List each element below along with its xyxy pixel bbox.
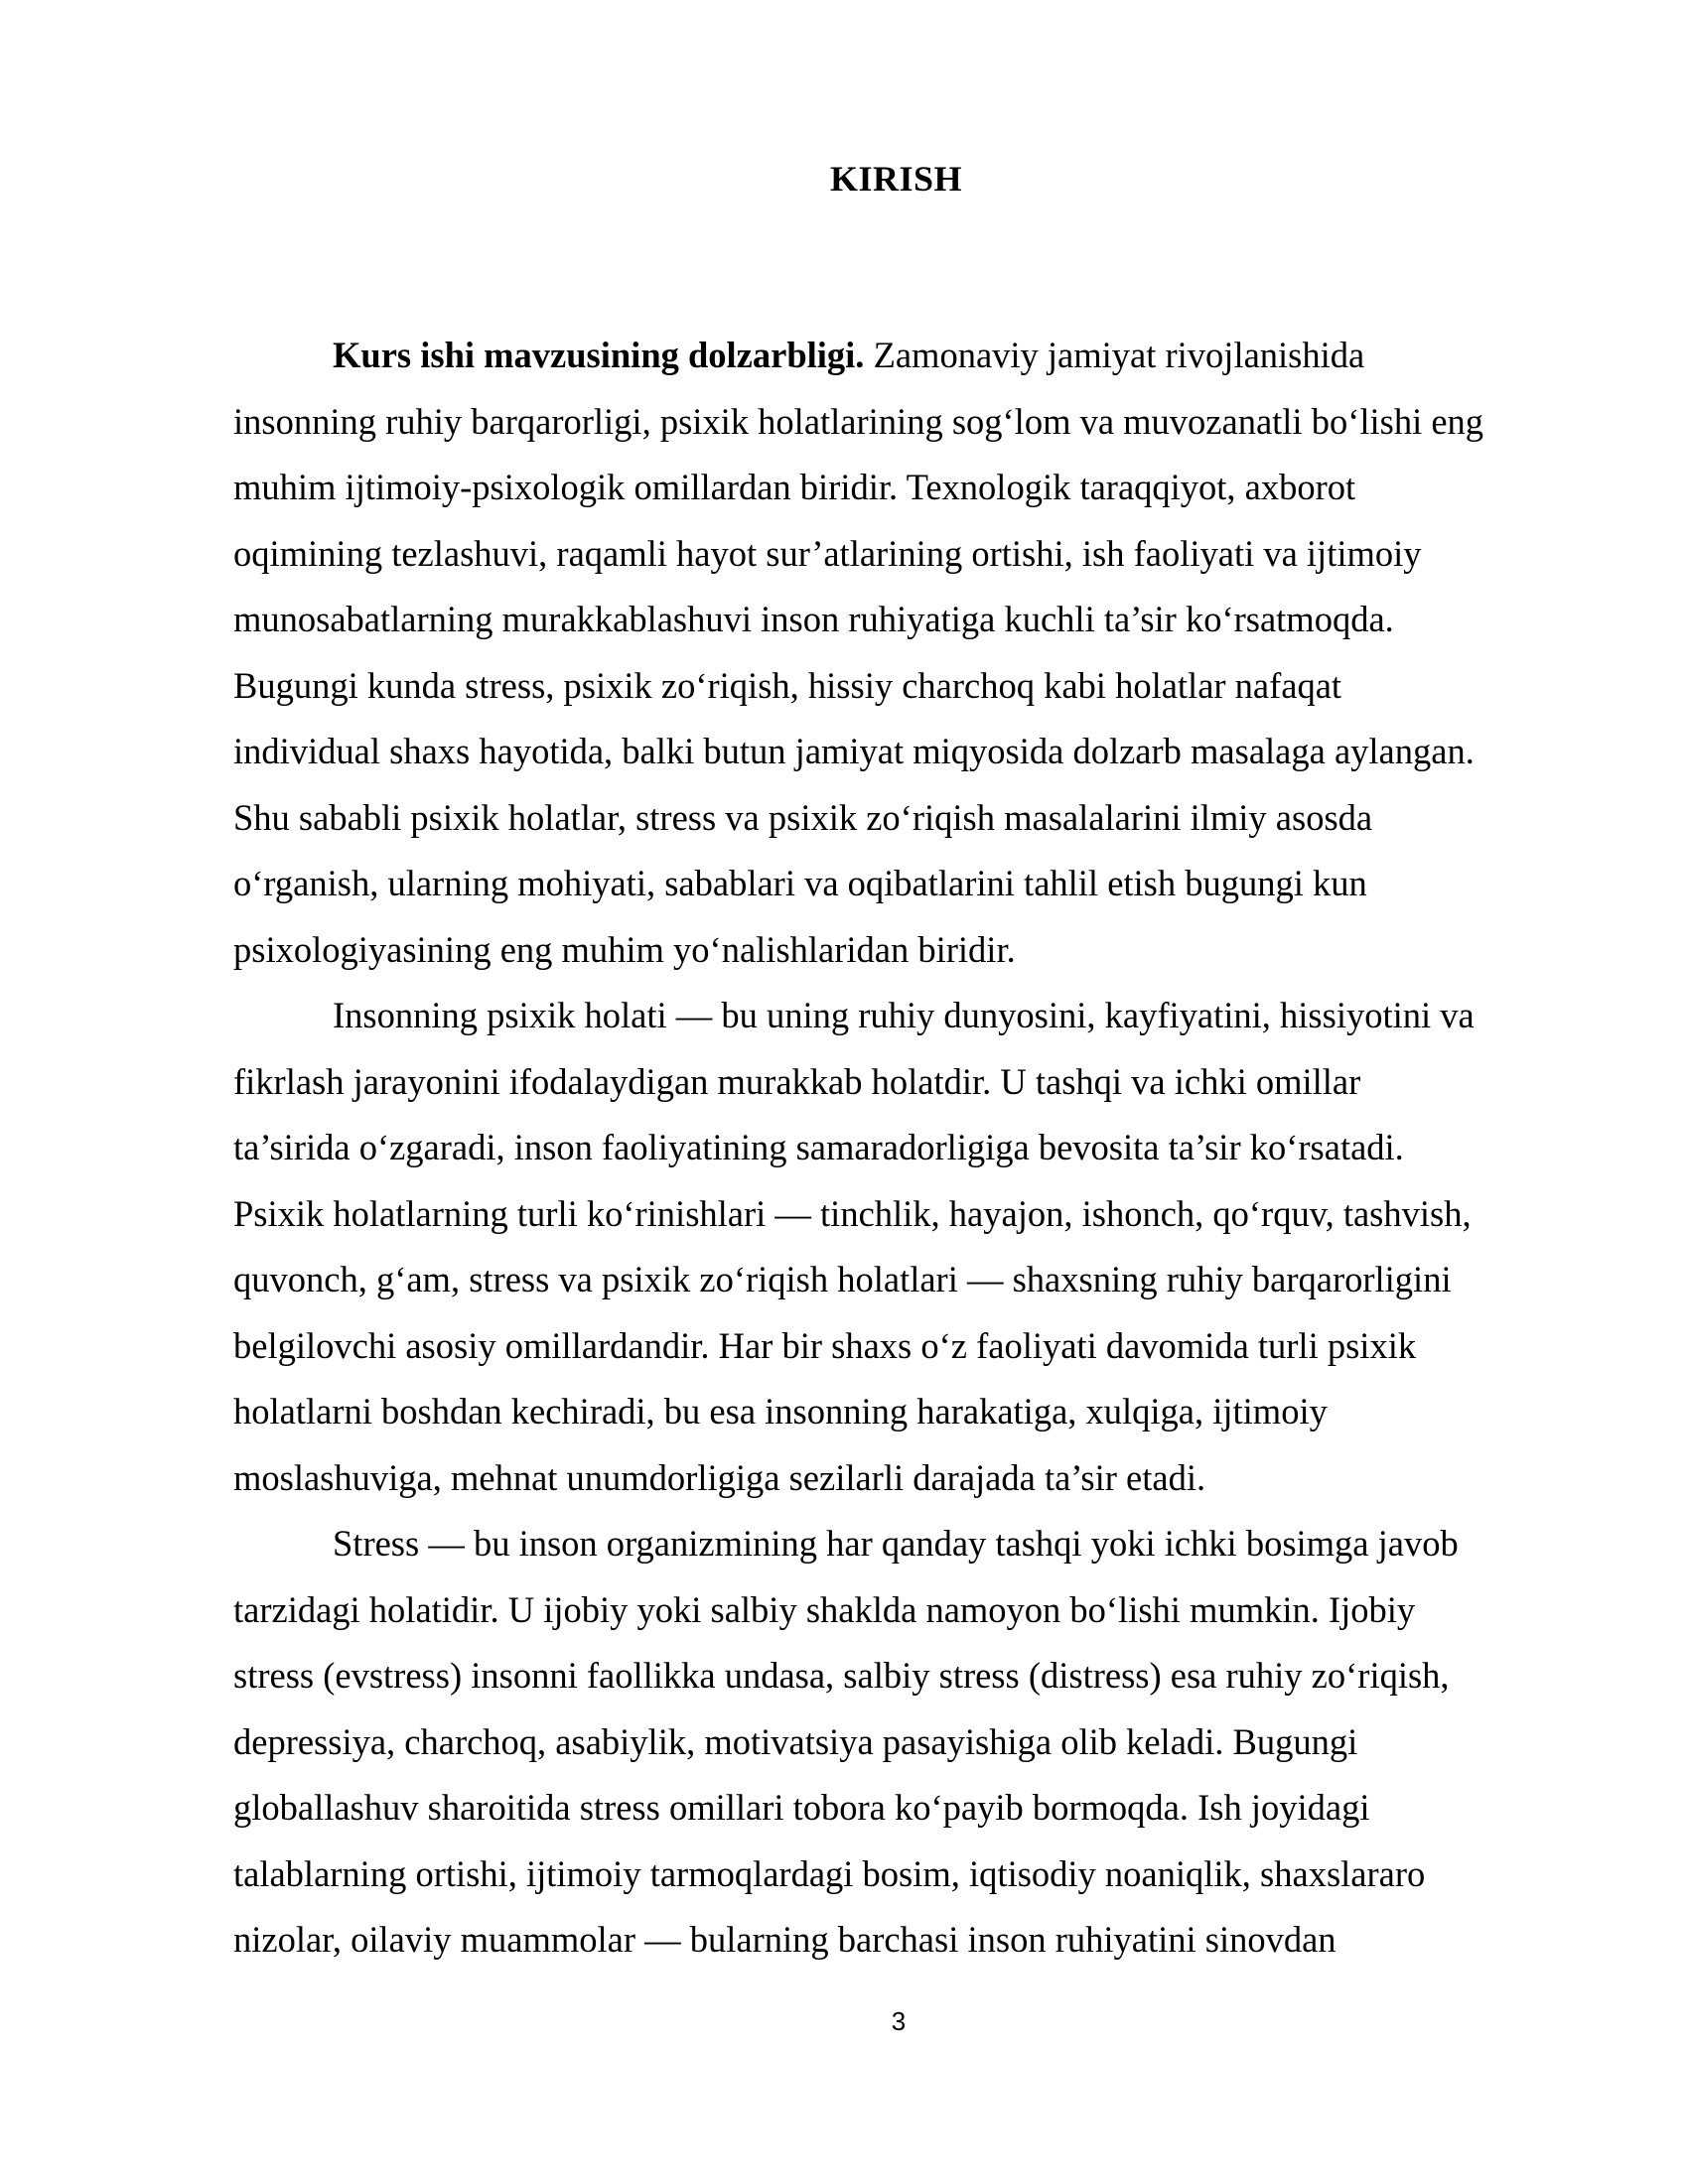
- paragraph-line: fikrlash jarayonini ifodalaydigan murakkab holatdir. U tashqi va ichki omillar: [233, 1060, 1361, 1102]
- page-title: KIRISH: [829, 159, 963, 199]
- paragraph-line: Psixik holatlarning turli ko‘rinishlari — tinchlik, hayajon, ishonch, qo‘rquv, tashvish,: [233, 1192, 1472, 1234]
- paragraph-line: insonning ruhiy barqarorligi, psixik holatlarining sog‘lom va muvozanatli bo‘lishi eng: [233, 400, 1484, 442]
- paragraph-line: depressiya, charchoq, asabiylik, motivatsiya pasayishiga olib keladi. Bugungi: [233, 1720, 1358, 1762]
- paragraph-line: Bugungi kunda stress, psixik zo‘riqish, hissiy charchoq kabi holatlar nafaqat: [233, 664, 1342, 706]
- paragraph-1-line-1: [233, 323, 1559, 389]
- paragraph-line: psixologiyasining eng muhim yo‘nalishlaridan biridir.: [233, 928, 1016, 970]
- paragraph-text: Zamonaviy jamiyat rivojlanishida: [864, 335, 1365, 375]
- paragraph-line: ta’sirida o‘zgaradi, inson faoliyatining samaradorligiga bevosita ta’sir ko‘rsatadi.: [233, 1127, 1404, 1167]
- paragraph-line: muhim ijtimoiy-psixologik omillardan biridir. Texnologik taraqqiyot, axborot: [233, 467, 1356, 507]
- paragraph-line: o‘rganish, ularning mohiyati, sabablari va oqibatlarini tahlil etish bugungi kun: [233, 863, 1367, 903]
- paragraph-line: quvonch, g‘am, stress va psixik zo‘riqish holatlari — shaxsning ruhiy barqarorligini: [233, 1259, 1452, 1299]
- body-text: [233, 323, 1559, 1974]
- paragraph-line: nizolar, oilaviy muammolar — bularning barchasi inson ruhiyatini sinovdan: [233, 1919, 1336, 1960]
- paragraph-3-first-line: Stress — bu inson organizmining har qanday tashqi yoki ichki bosimga javob: [333, 1523, 1459, 1564]
- paragraph-line: stress (evstress) insonni faollikka undasa, salbiy stress (distress) esa ruhiy zo‘riqish,: [233, 1655, 1450, 1696]
- paragraph-line: belgilovchi asosiy omillardandir. Har bir shaxs o‘z faoliyati davomida turli psixik: [233, 1324, 1417, 1366]
- page-number: 3: [891, 2006, 907, 2036]
- paragraph-line: Shu sababli psixik holatlar, stress va psixik zo‘riqish masalalarini ilmiy asosda: [233, 796, 1373, 838]
- paragraph-line: holatlarni boshdan kechiradi, bu esa insonning harakatiga, xulqiga, ijtimoiy: [233, 1391, 1328, 1432]
- paragraph-line: individual shaxs hayotida, balki butun jamiyat miqyosida dolzarb masalaga aylangan.: [233, 731, 1475, 771]
- paragraph-line: munosabatlarning murakkablashuvi inson ruhiyatiga kuchli ta’sir ko‘rsatmoqda.: [233, 599, 1394, 639]
- section-lead-heading: Kurs ishi mavzusining dolzarbligi.: [333, 335, 865, 375]
- paragraph-line: talablarning ortishi, ijtimoiy tarmoqlardagi bosim, iqtisodiy noaniqlik, shaxslararo: [233, 1852, 1426, 1894]
- paragraph-line: tarzidagi holatidir. U ijobiy yoki salbiy shakldа namoyon bo‘lishi mumkin. Ijobiy: [233, 1588, 1416, 1630]
- paragraph-2-first-line: Insonning psixik holati — bu uning ruhiy dunyosini, kayfiyatini, hissiyotini va: [333, 995, 1475, 1035]
- paragraph-line: oqimining tezlashuvi, raqamli hayot sur’atlarining ortishi, ish faoliyati va ijtimoiy: [233, 532, 1422, 574]
- paragraph-line: moslashuviga, mehnat unumdorligiga sezilarli darajada ta’sir etadi.: [233, 1456, 1206, 1498]
- paragraph-line: globallashuv sharoitida stress omillari tobora ko‘payib bormoqda. Ish joyidagi: [233, 1787, 1370, 1828]
